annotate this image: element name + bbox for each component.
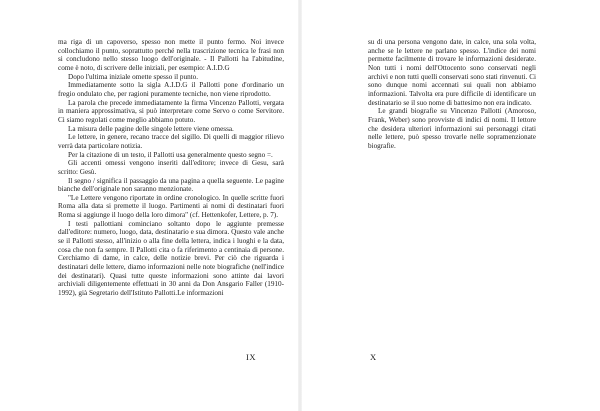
paragraph: La misura delle pagine delle singole lettere viene omessa.	[68, 124, 234, 133]
right-page-text	[368, 38, 536, 151]
paragraph: Immediatamente sotto la sigla A.I.D.G il Pallotti pone d'ordinario un fregio ondulato che, per ragioni puramente tecniche, non viene riprodotto.	[58, 81, 284, 98]
paragraph: ma riga di un capoverso, spesso non mette il punto fermo. Noi invece collochiamo il punto, soprattutto perché nella trascrizione tecnica le frasi non si concludono nello stesso luogo dell'originale. - Il Pallotti ha l'abitudine, come è noto, di scrivere delle iniziali, per esempio: A.I.D.G	[58, 38, 284, 72]
page-number: IX	[246, 352, 256, 362]
paragraph: Gli accenti omessi vengono inseriti dall'editore; invece di Gesu, sarà scritto: Gesù.	[58, 159, 284, 176]
paragraph: La parola che precede immediatamente la firma Vincenzo Pallotti, vergata in maniera approssimativa, si può interpretare come Servo o come Servitore. Ci siamo regolati come meglio abbiamo potuto.	[58, 98, 284, 124]
paragraph: Per la citazione di un testo, il Pallotti usa generalmente questo segno =.	[68, 150, 273, 159]
left-page-text	[58, 38, 284, 298]
paragraph: Dopo l'ultima iniziale omette spesso il punto.	[68, 72, 199, 81]
paragraph: I testi pallottiani cominciano soltanto dopo le aggiunte premesse dall'editore: numero, luogo, data, destinatario e sua dimora. Questo vale anche se il Pallotti stesso, all'inizio o alla fine della lettera, indica i luoghi e la data, cosa che non fa sempre. Il Pallotti cita o fa riferimento a centinaia di persone. Cerchiamo di dame, in calce, delle notizie brevi. Per ciò che riguarda i destinatari delle lettere, diamo informazioni nelle note biografiche (nell'indice dei destinatari). Quasi tutte queste informazioni sono attinte dai lavori archiviali diligentemente effettuati in 30 anni da Don Ansgario Faller (1910-1992), già Segretario dell'Istituto Pallotti.Le informazioni	[58, 219, 284, 298]
paragraph: su di una persona vengono date, in calce, una sola volta, anche se le lettere ne parlano spesso. L'indice dei nomi permette facilmente di trovare le informazioni desiderate. Non tutti i nomi dell'Ottocento sono conservati negli archivi e non tutti quelli conservati sono stati rinvenuti. Ci sono dunque nomi accennati sui quali non abbiamo informazioni. Talvolta era pure difficile di identificare un destinatario se il suo nome di battesimo non era indicato.	[368, 38, 536, 107]
paragraph: "Le Lettere vengono riportate in ordine cronologico. In quelle scritte fuori Roma alla data si premette il luogo. Partimenti ai nomi di destinatari fuori Roma si aggiunge il luogo della loro dimora" (cf. Hettenkofer, Lettere, p. 7).	[58, 193, 284, 220]
paragraph: Le grandi biografie su Vincenzo Pallotti (Amoroso, Frank, Weber) sono provviste di indici di nomi. Il lettore che desidera ulteriori informazioni sui personaggi citati nelle lettere, può spesso trovarle nelle sopramenzionate biografie.	[368, 107, 536, 150]
right-page	[300, 0, 600, 411]
paragraph: Il segno / significa il passaggio da una pagina a quella seguente. Le pagine bianche dell'originale non saranno menzionate.	[58, 176, 284, 194]
page-number: X	[370, 352, 377, 362]
paragraph: Le lettere, in genere, recano tracce del sigillo. Di quelli di maggior rilievo verrà data particolare notizia.	[58, 133, 284, 150]
